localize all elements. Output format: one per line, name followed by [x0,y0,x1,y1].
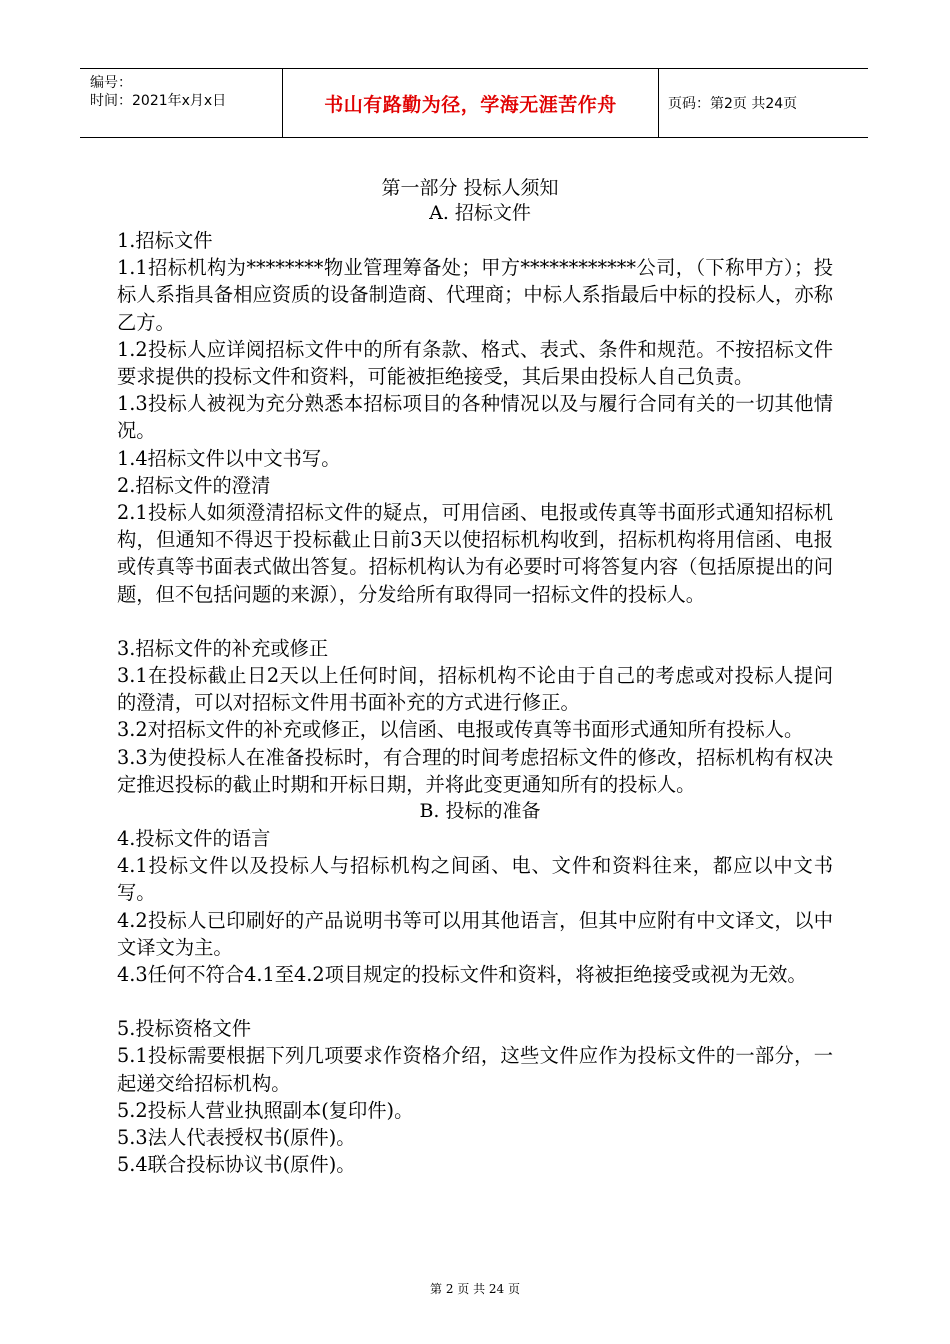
paragraph: 5.1投标需要根据下列几项要求作资格介绍，这些文件应作为投标文件的一部分，一起递交给招标机构。 [117,1044,833,1095]
paragraph: 3.1在投标截止日2天以上任何时间，招标机构不论由于自己的考虑或对投标人提问的澄清，可以对招标文件用书面补充的方式进行修正。 [117,664,833,715]
paragraph: 4.3任何不符合4.1至4.2项目规定的投标文件和资料，将被拒绝接受或视为无效。 [117,963,807,987]
paragraph: 5.4联合投标协议书(原件)。 [117,1153,356,1177]
blank-line [117,608,833,635]
paragraph: 1.1招标机构为********物业管理筹备处；甲方************公司，（下称甲方）；投标人系指具备相应资质的设备制造商、代理商；中标人系指最后中标的投标人，亦称乙方。 [117,256,833,334]
page-footer: 第 2 页 共 24 页 [430,1282,520,1296]
document-title: 第一部分 投标人须知 [381,177,559,199]
paragraph: 5.3法人代表授权书(原件)。 [117,1126,356,1150]
paragraph: 5.投标资格文件 [117,1017,252,1041]
header-motto: 书山有路勤为径，学海无涯苦作舟 [283,69,659,137]
document-number-label: 编号： [90,75,132,91]
paragraph: 3.3为使投标人在准备投标时，有合理的时间考虑招标文件的修改，招标机构有权决定推迟投标的截止时期和开标日期，并将此变更通知所有的投标人。 [117,745,833,796]
header-meta-cell [80,69,283,137]
section-b-paragraphs [117,825,833,988]
section-a-paragraphs-2 [117,635,833,798]
paragraph: 1.招标文件 [117,229,213,252]
paragraph: 1.3投标人被视为充分熟悉本招标项目的各种情况以及与履行合同有关的一切其他情况。 [117,392,833,443]
blank-line [117,988,833,1015]
paragraph: 4.投标文件的语言 [117,827,271,851]
paragraph: 4.2投标人已印刷好的产品说明书等可以用其他语言，但其中应附有中文译文，以中文译文为主。 [117,908,833,959]
paragraph: 2.招标文件的澄清 [117,473,271,497]
document-time-label: 时间：2021年x月x日 [90,93,227,109]
header-page-info: 页码：第2页 共24页 [668,96,798,112]
paragraph: 3.2对招标文件的补充或修正，以信函、电报或传真等书面形式通知所有投标人。 [117,718,804,742]
paragraph: 3.招标文件的补充或修正 [117,636,329,660]
paragraph: 5.2投标人营业执照副本(复印件)。 [117,1098,414,1122]
paragraph: 1.2投标人应详阅招标文件中的所有条款、格式、表式、条件和规范。不按招标文件要求提供的投标文件和资料，可能被拒绝接受，其后果由投标人自己负责。 [117,337,833,389]
page-header [80,68,868,138]
document-body [117,176,833,1179]
paragraph: 1.4招标文件以中文书写。 [117,446,341,470]
section-a-paragraphs [117,227,833,608]
section-b-heading: B. 投标的准备 [419,800,541,823]
paragraph: 2.1投标人如须澄清招标文件的疑点，可用信函、电报或传真等书面形式通知招标机构，但通知不得迟于投标截止日前3天以使招标机构收到，招标机构将用信函、电报或传真等书面表式做出答复。招标机构认为有必要时可将答复内容（包括原提出的问题，但不包括问题的来源），分发给所有取得同一招标文件的投标人。 [117,501,833,606]
paragraph: 4.1投标文件以及投标人与招标机构之间函、电、文件和资料往来，都应以中文书写。 [117,854,833,905]
section-b-paragraphs-2 [117,1015,833,1178]
section-a-heading: A. 招标文件 [429,202,531,224]
